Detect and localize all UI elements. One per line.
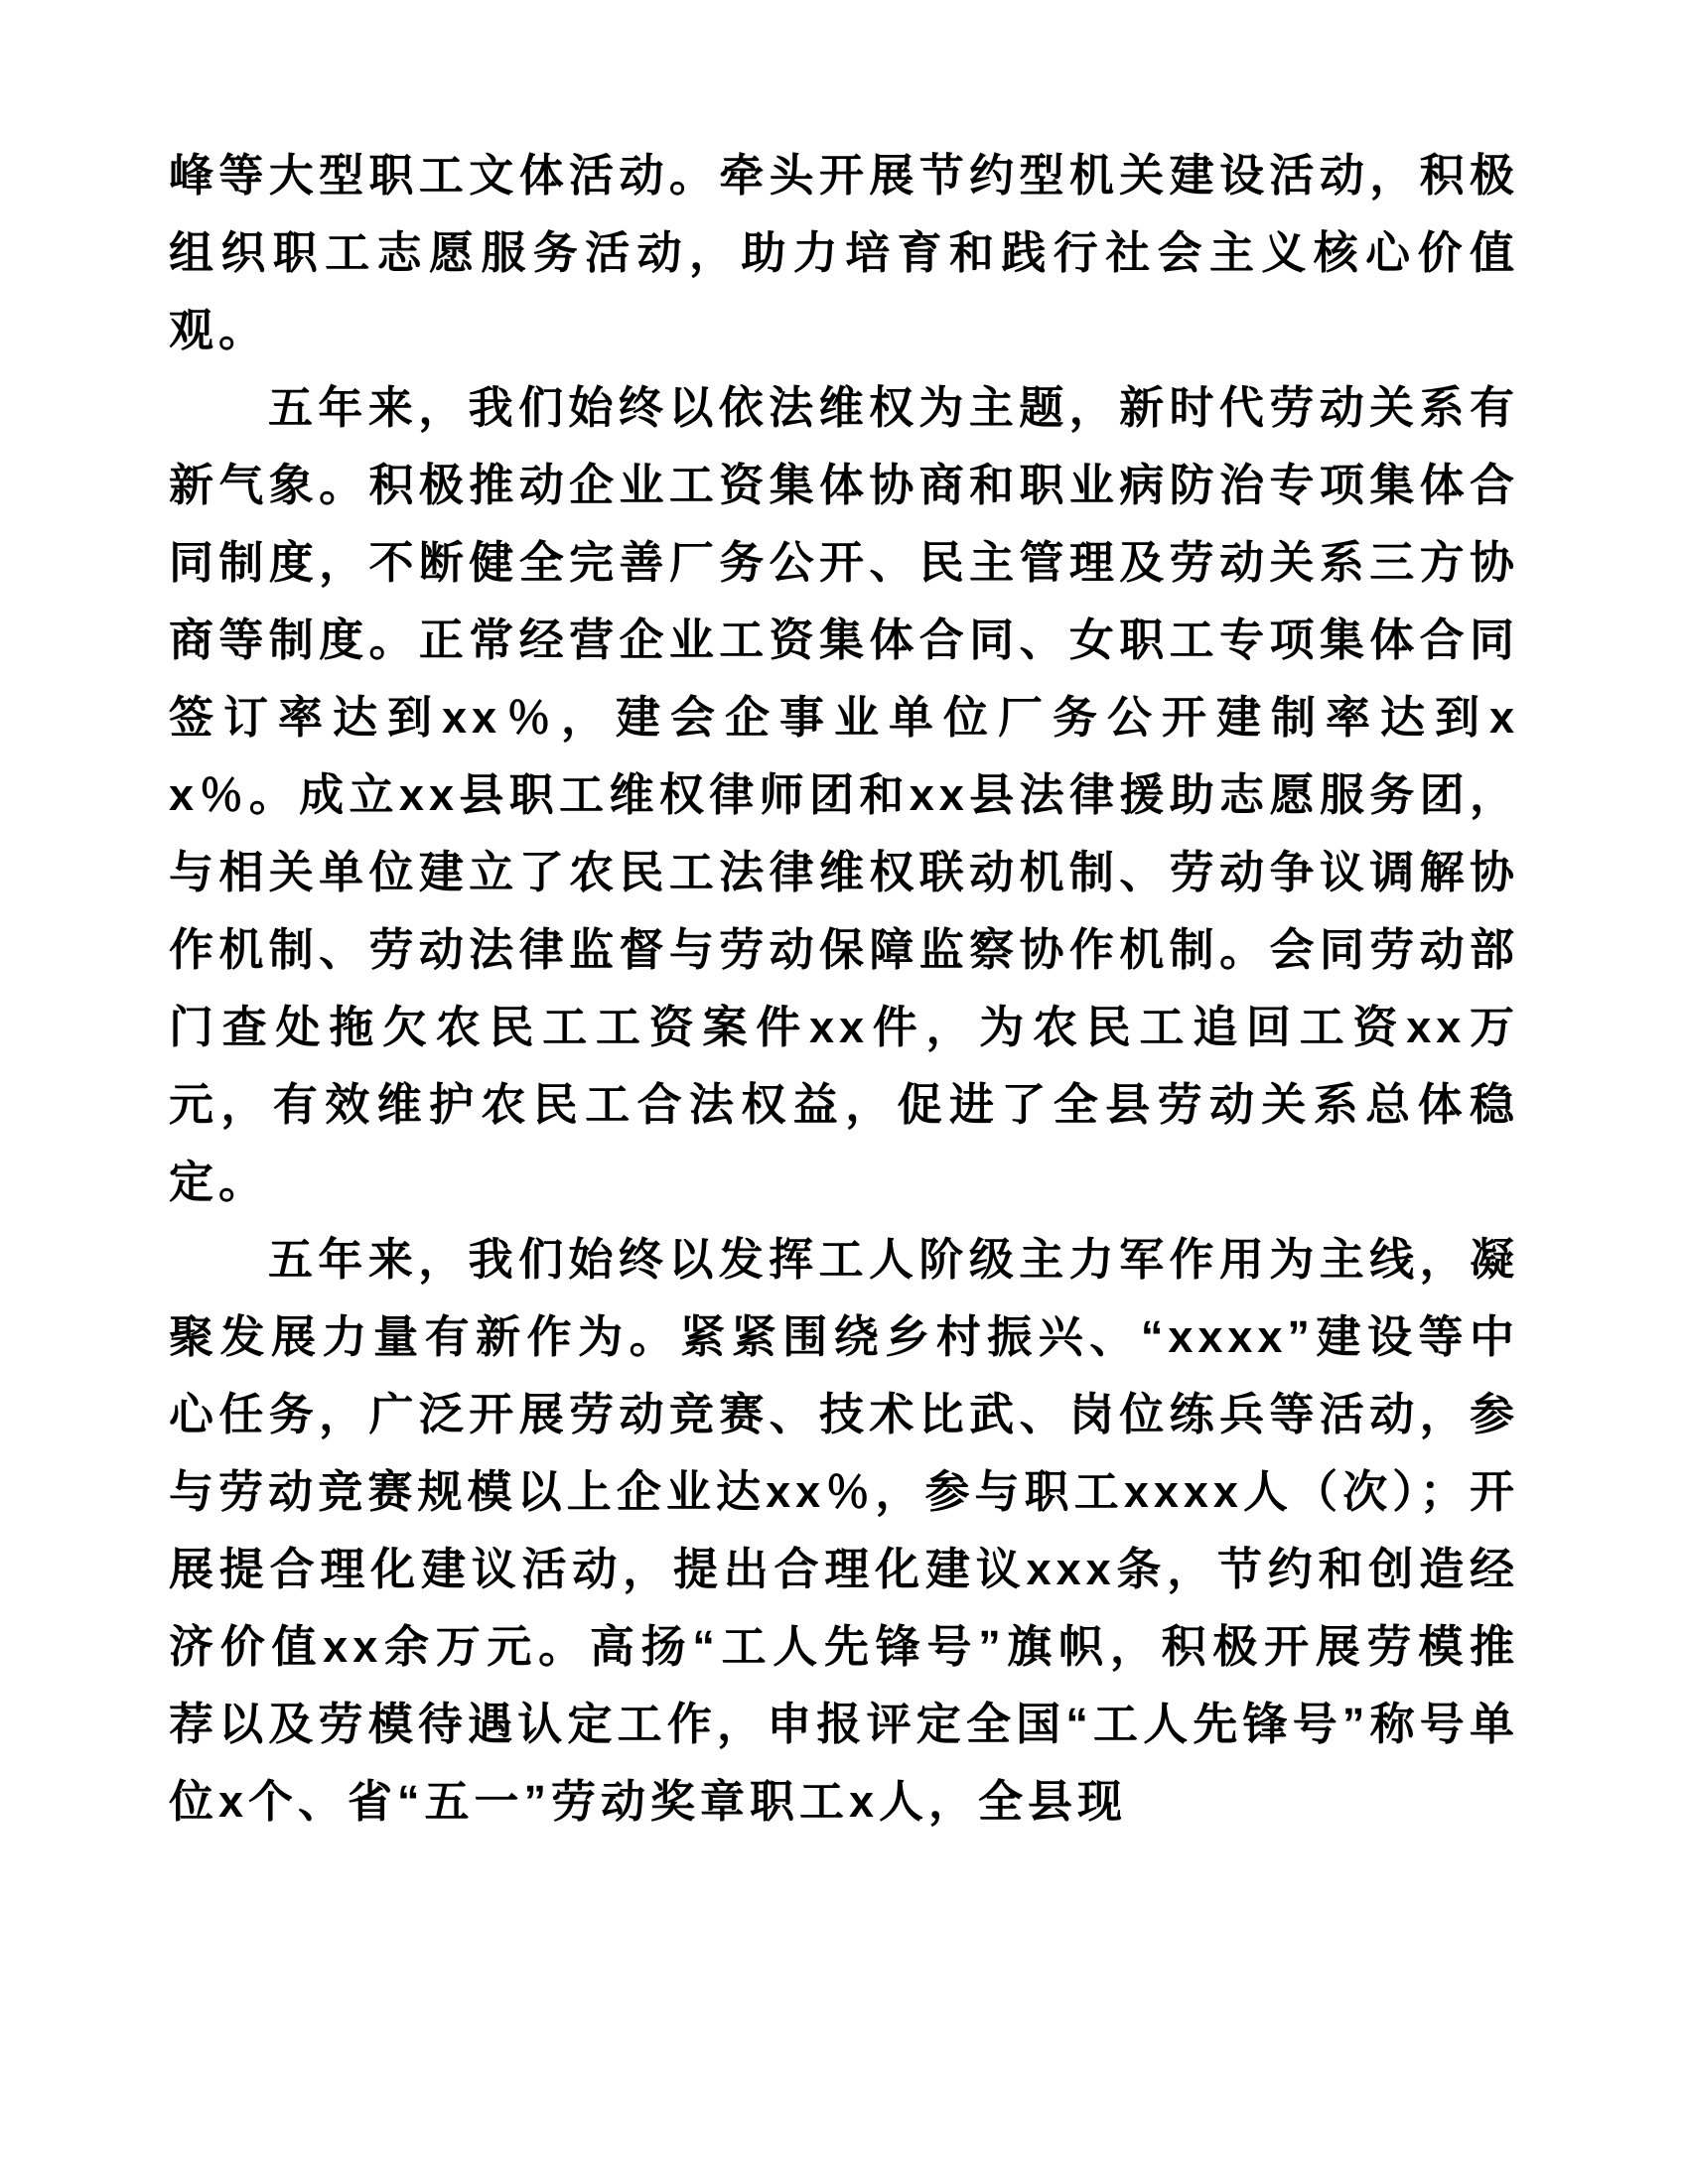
paragraph-continuation: 峰等大型职工文体活动。牵头开展节约型机关建设活动，积极组织职工志愿服务活动，助力培育和践行社会主义核心价值观。 xyxy=(169,150,1519,355)
paragraph-rights-protection: 五年来，我们始终以依法维权为主题，新时代劳动关系有新气象。积极推动企业工资集体协商和职业病防治专项集体合同制度，不断健全完善厂务公开、民主管理及劳动关系三方协商等制度。正常经营企业工资集体合同、女职工专项集体合同签订率达到xx％，建会企事业单位厂务公开建制率达到xx％。成立xx县职工维权律师团和xx县法律援助志愿服务团，与相关单位建立了农民工法律维权联动机制、劳动争议调解协作机制、劳动法律监督与劳动保障监察协作机制。会同劳动部门查处拖欠农民工工资案件xx件，为农民工追回工资xx万元，有效维护农民工合法权益，促进了全县劳动关系总体稳定。 xyxy=(169,382,1519,1207)
paragraph-worker-main-force: 五年来，我们始终以发挥工人阶级主力军作用为主线，凝聚发展力量有新作为。紧紧围绕乡村振兴、“xxxx”建设等中心任务，广泛开展劳动竞赛、技术比武、岗位练兵等活动，参与劳动竞赛规模以上企业达xx％，参与职工xxxx人（次）；开展提合理化建议活动，提出合理化建议xxx条，节约和创造经济价值xx余万元。高扬“工人先锋号”旗帜，积极开展劳模推荐以及劳模待遇认定工作，申报评定全国“工人先锋号”称号单位x个、省“五一”劳动奖章职工x人，全县现 xyxy=(169,1234,1519,1827)
document-body xyxy=(169,137,1519,1841)
